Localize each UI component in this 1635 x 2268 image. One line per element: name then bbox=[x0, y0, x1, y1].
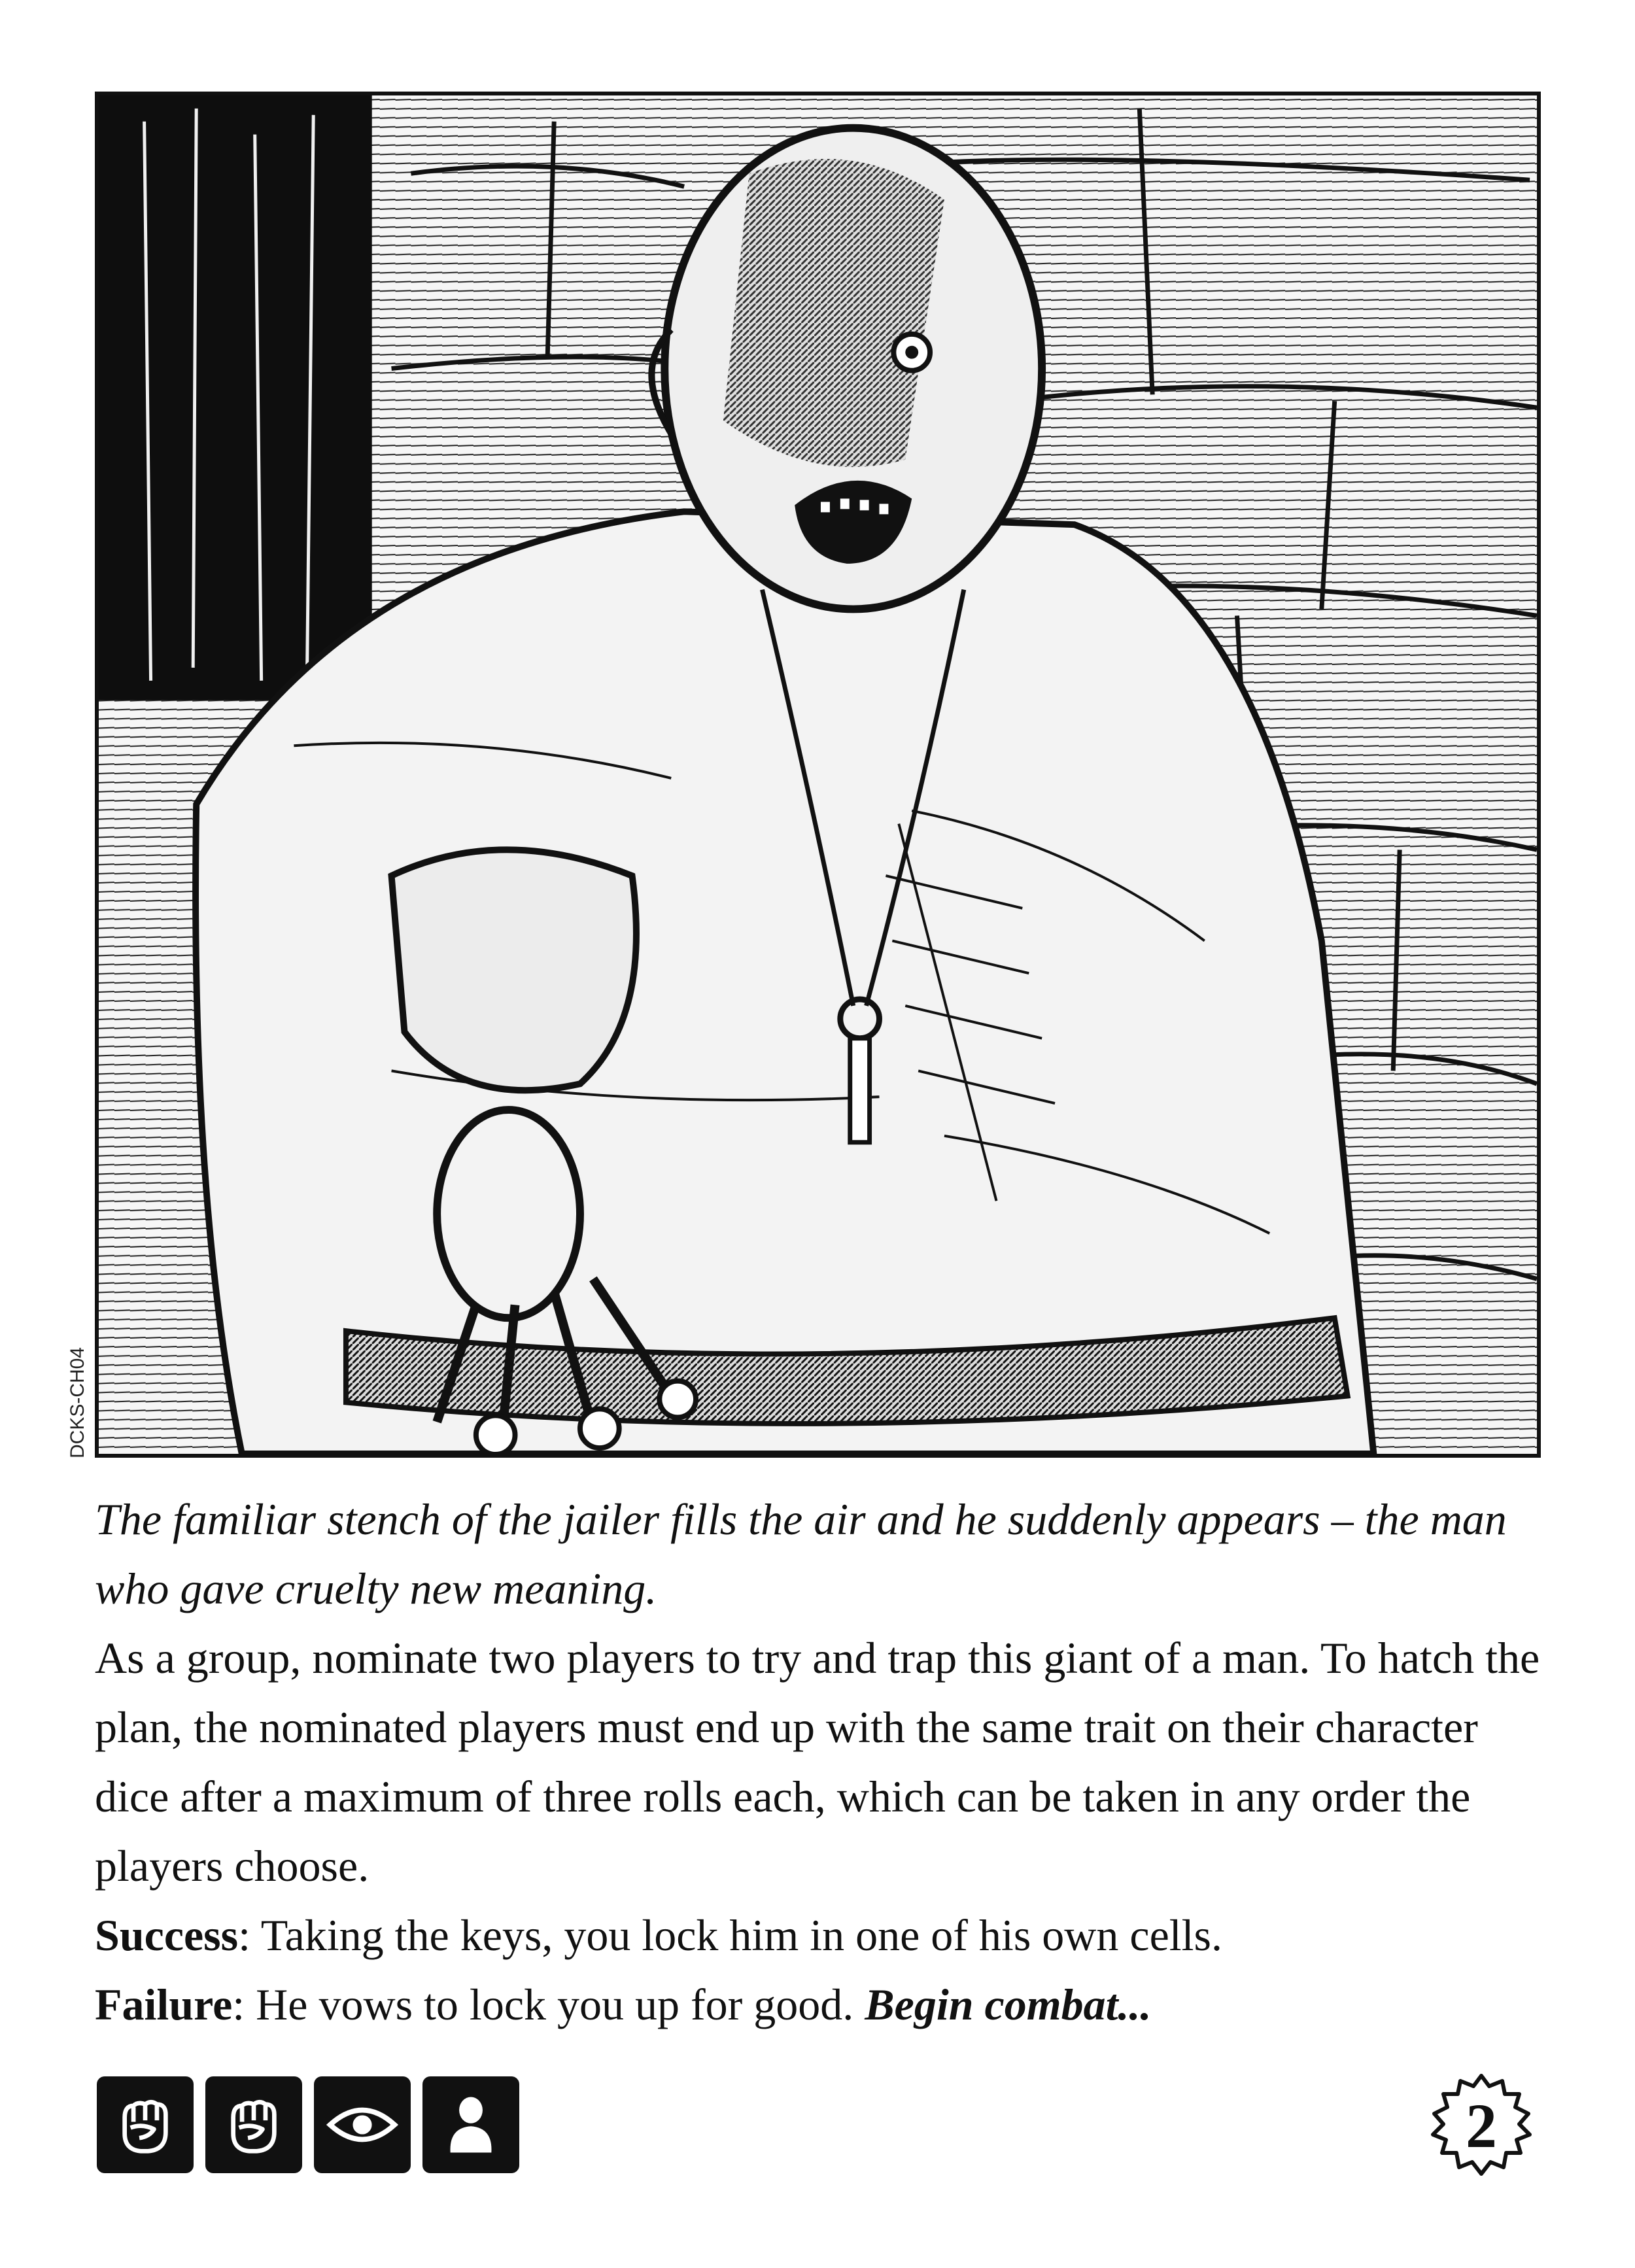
success-text: : Taking the keys, you lock him in one of his own cells. bbox=[238, 1910, 1223, 1960]
card-illustration bbox=[95, 92, 1541, 1458]
card-text bbox=[95, 1485, 1543, 2039]
card-number: 2 bbox=[1466, 2090, 1497, 2161]
trait-charisma bbox=[422, 2076, 519, 2173]
failure-label: Failure bbox=[95, 1980, 233, 2029]
trait-strength-1 bbox=[97, 2076, 194, 2173]
eye-icon bbox=[326, 2088, 399, 2161]
person-icon bbox=[434, 2088, 508, 2161]
failure-action: Begin combat... bbox=[865, 1980, 1152, 2029]
fist-icon bbox=[109, 2088, 182, 2161]
flavor-text: The familiar stench of the jailer fills the air and he suddenly appears – the man who gave cruelty new meaning. bbox=[95, 1494, 1507, 1613]
trait-perception bbox=[314, 2076, 411, 2173]
trait-strength-2 bbox=[205, 2076, 302, 2173]
card-number-badge bbox=[1422, 2067, 1540, 2184]
success-label: Success bbox=[95, 1910, 239, 1960]
failure-text: : He vows to lock you up for good. bbox=[232, 1980, 865, 2029]
fist-icon bbox=[217, 2088, 290, 2161]
success-line bbox=[95, 1900, 1543, 1970]
failure-line bbox=[95, 1970, 1543, 2039]
trait-icons bbox=[97, 2076, 519, 2173]
rules-text: As a group, nominate two players to try and trap this giant of a man. To hatch the plan, the nominated players must end up with the same trait on their character dice after a maximum of three rolls each, which can be taken in any order the players choose. bbox=[95, 1633, 1540, 1891]
